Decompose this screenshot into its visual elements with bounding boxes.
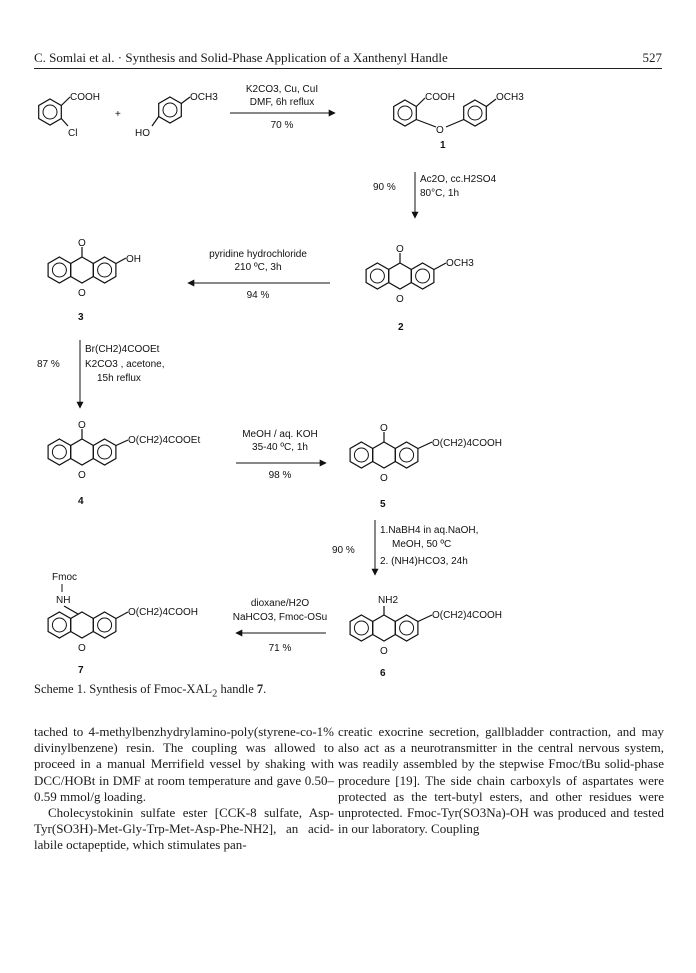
step4-reagents-2: K2CO3 , acetone, xyxy=(85,359,165,370)
compound-7-number: 7 xyxy=(78,665,84,676)
running-title: C. Somlai et al. · Synthesis and Solid-Phase Application of a Xanthenyl Handle xyxy=(34,50,448,65)
svg-text:O: O xyxy=(78,238,86,249)
step3-reagents-1: pyridine hydrochloride xyxy=(209,249,307,260)
compound-5 xyxy=(350,423,502,484)
step2-reagents-1: Ac2O, cc.H2SO4 xyxy=(420,174,497,185)
svg-text:COOH: COOH xyxy=(425,92,455,103)
step7-reagents-2: NaHCO3, Fmoc-OSu xyxy=(232,612,328,623)
step4-yield: 87 % xyxy=(37,359,60,370)
chlorobenzoic-acid xyxy=(39,92,100,139)
step6-reagents-3: 2. (NH4)HCO3, 24h xyxy=(380,556,468,567)
svg-text:O(CH2)4COOEt: O(CH2)4COOEt xyxy=(128,435,201,446)
compound-3 xyxy=(48,238,141,299)
compound-4 xyxy=(48,420,200,481)
compound-2-number: 2 xyxy=(398,322,404,333)
svg-text:O: O xyxy=(396,244,404,255)
svg-text:O: O xyxy=(380,646,388,657)
step1-yield: 70 % xyxy=(270,120,294,131)
compound-5-number: 5 xyxy=(380,499,386,510)
step5-yield: 98 % xyxy=(268,470,292,481)
plus-sign: + xyxy=(115,109,121,120)
svg-text:OCH3: OCH3 xyxy=(496,92,524,103)
ho-label: HO xyxy=(135,128,150,139)
compound-6-number: 6 xyxy=(380,668,386,679)
scheme-caption: Scheme 1. Synthesis of Fmoc-$XAL_2$ handle 7. xyxy=(34,682,267,700)
step5-reagents-1: MeOH / aq. KOH xyxy=(242,429,318,440)
step6-reagents-2: MeOH, 50 ºC xyxy=(392,539,452,550)
svg-text:O(CH2)4COOH: O(CH2)4COOH xyxy=(128,607,199,618)
compound-2 xyxy=(366,244,474,305)
step1-reagents-1: K2CO3, Cu, CuI xyxy=(245,84,319,95)
compound-6 xyxy=(350,595,502,657)
step2-yield: 90 % xyxy=(373,182,396,193)
svg-text:O: O xyxy=(396,294,404,305)
step7-yield: 71 % xyxy=(268,643,292,654)
page-number: 527 xyxy=(642,50,662,65)
svg-text:O: O xyxy=(78,420,86,431)
nh-label: NH xyxy=(56,595,71,606)
right-paragraph-1: creatic exocrine secretion, gallbladder contraction, and may also act as a neurotransmitter in the central nervous system, was readily assembled by the stepwise Fmoc/tBu solid-phase procedure [19]. The side chain carboxyls of aspartates were protected as the tert-butyl esters, and other residues were unprotected. Fmoc-Tyr(SO3Na)-OH was produced and tested in our laboratory. Coupling xyxy=(338,724,664,837)
step3-yield: 94 % xyxy=(246,290,270,301)
svg-text:O: O xyxy=(380,473,388,484)
left-paragraph-1: tached to 4-methylbenzhydrylamino-poly(styrene-co-1% divinylbenzene) resin. The coupling was allowed to proceed in a manual Merrifield vessel by shaking with DCC/HOBt in DMF at room temperature and gave 0.50–0.59 mmol/g loading. xyxy=(34,724,334,804)
body-column-left xyxy=(34,724,334,854)
svg-text:O: O xyxy=(78,288,86,299)
svg-text:O: O xyxy=(78,643,86,654)
nh2-label: NH2 xyxy=(378,595,399,606)
step7-reagents-1: dioxane/H2O xyxy=(250,598,310,609)
step2-reagents-2: 80°C, 1h xyxy=(420,188,460,199)
body-column-right xyxy=(338,724,664,837)
fmoc-label: Fmoc xyxy=(52,572,77,583)
compound-4-number: 4 xyxy=(78,496,84,507)
svg-text:O(CH2)4COOH: O(CH2)4COOH xyxy=(432,610,503,621)
compound-3-number: 3 xyxy=(78,312,84,323)
step6-yield: 90 % xyxy=(332,545,355,556)
left-paragraph-2: Cholecystokinin sulfate ester [CCK-8 sulfate, Asp-Tyr(SO3H)-Met-Gly-Trp-Met-Asp-Phe-NH2], an acid-labile octapeptide, which stimulates pan- xyxy=(34,805,334,853)
step6-reagents-1: 1.NaBH4 in aq.NaOH, xyxy=(380,525,479,536)
compound-7 xyxy=(48,572,198,654)
compound-1-number: 1 xyxy=(440,140,446,151)
svg-text:O: O xyxy=(78,470,86,481)
cl-label: Cl xyxy=(68,128,78,139)
step4-reagents-3: 15h reflux xyxy=(97,373,141,384)
cooh-label: COOH xyxy=(70,92,100,103)
och3-label: OCH3 xyxy=(190,92,218,103)
svg-text:OCH3: OCH3 xyxy=(446,258,474,269)
svg-text:O: O xyxy=(436,125,444,136)
compound-1 xyxy=(394,92,525,136)
svg-text:OH: OH xyxy=(126,254,141,265)
methoxyphenol xyxy=(135,92,218,139)
step4-reagents-1: Br(CH2)4COOEt xyxy=(85,344,160,355)
step5-reagents-2: 35-40 ºC, 1h xyxy=(252,442,308,453)
step3-reagents-2: 210 ºC, 3h xyxy=(234,262,282,273)
step1-reagents-2: DMF, 6h reflux xyxy=(249,97,315,108)
svg-text:O(CH2)4COOH: O(CH2)4COOH xyxy=(432,438,503,449)
svg-text:O: O xyxy=(380,423,388,434)
